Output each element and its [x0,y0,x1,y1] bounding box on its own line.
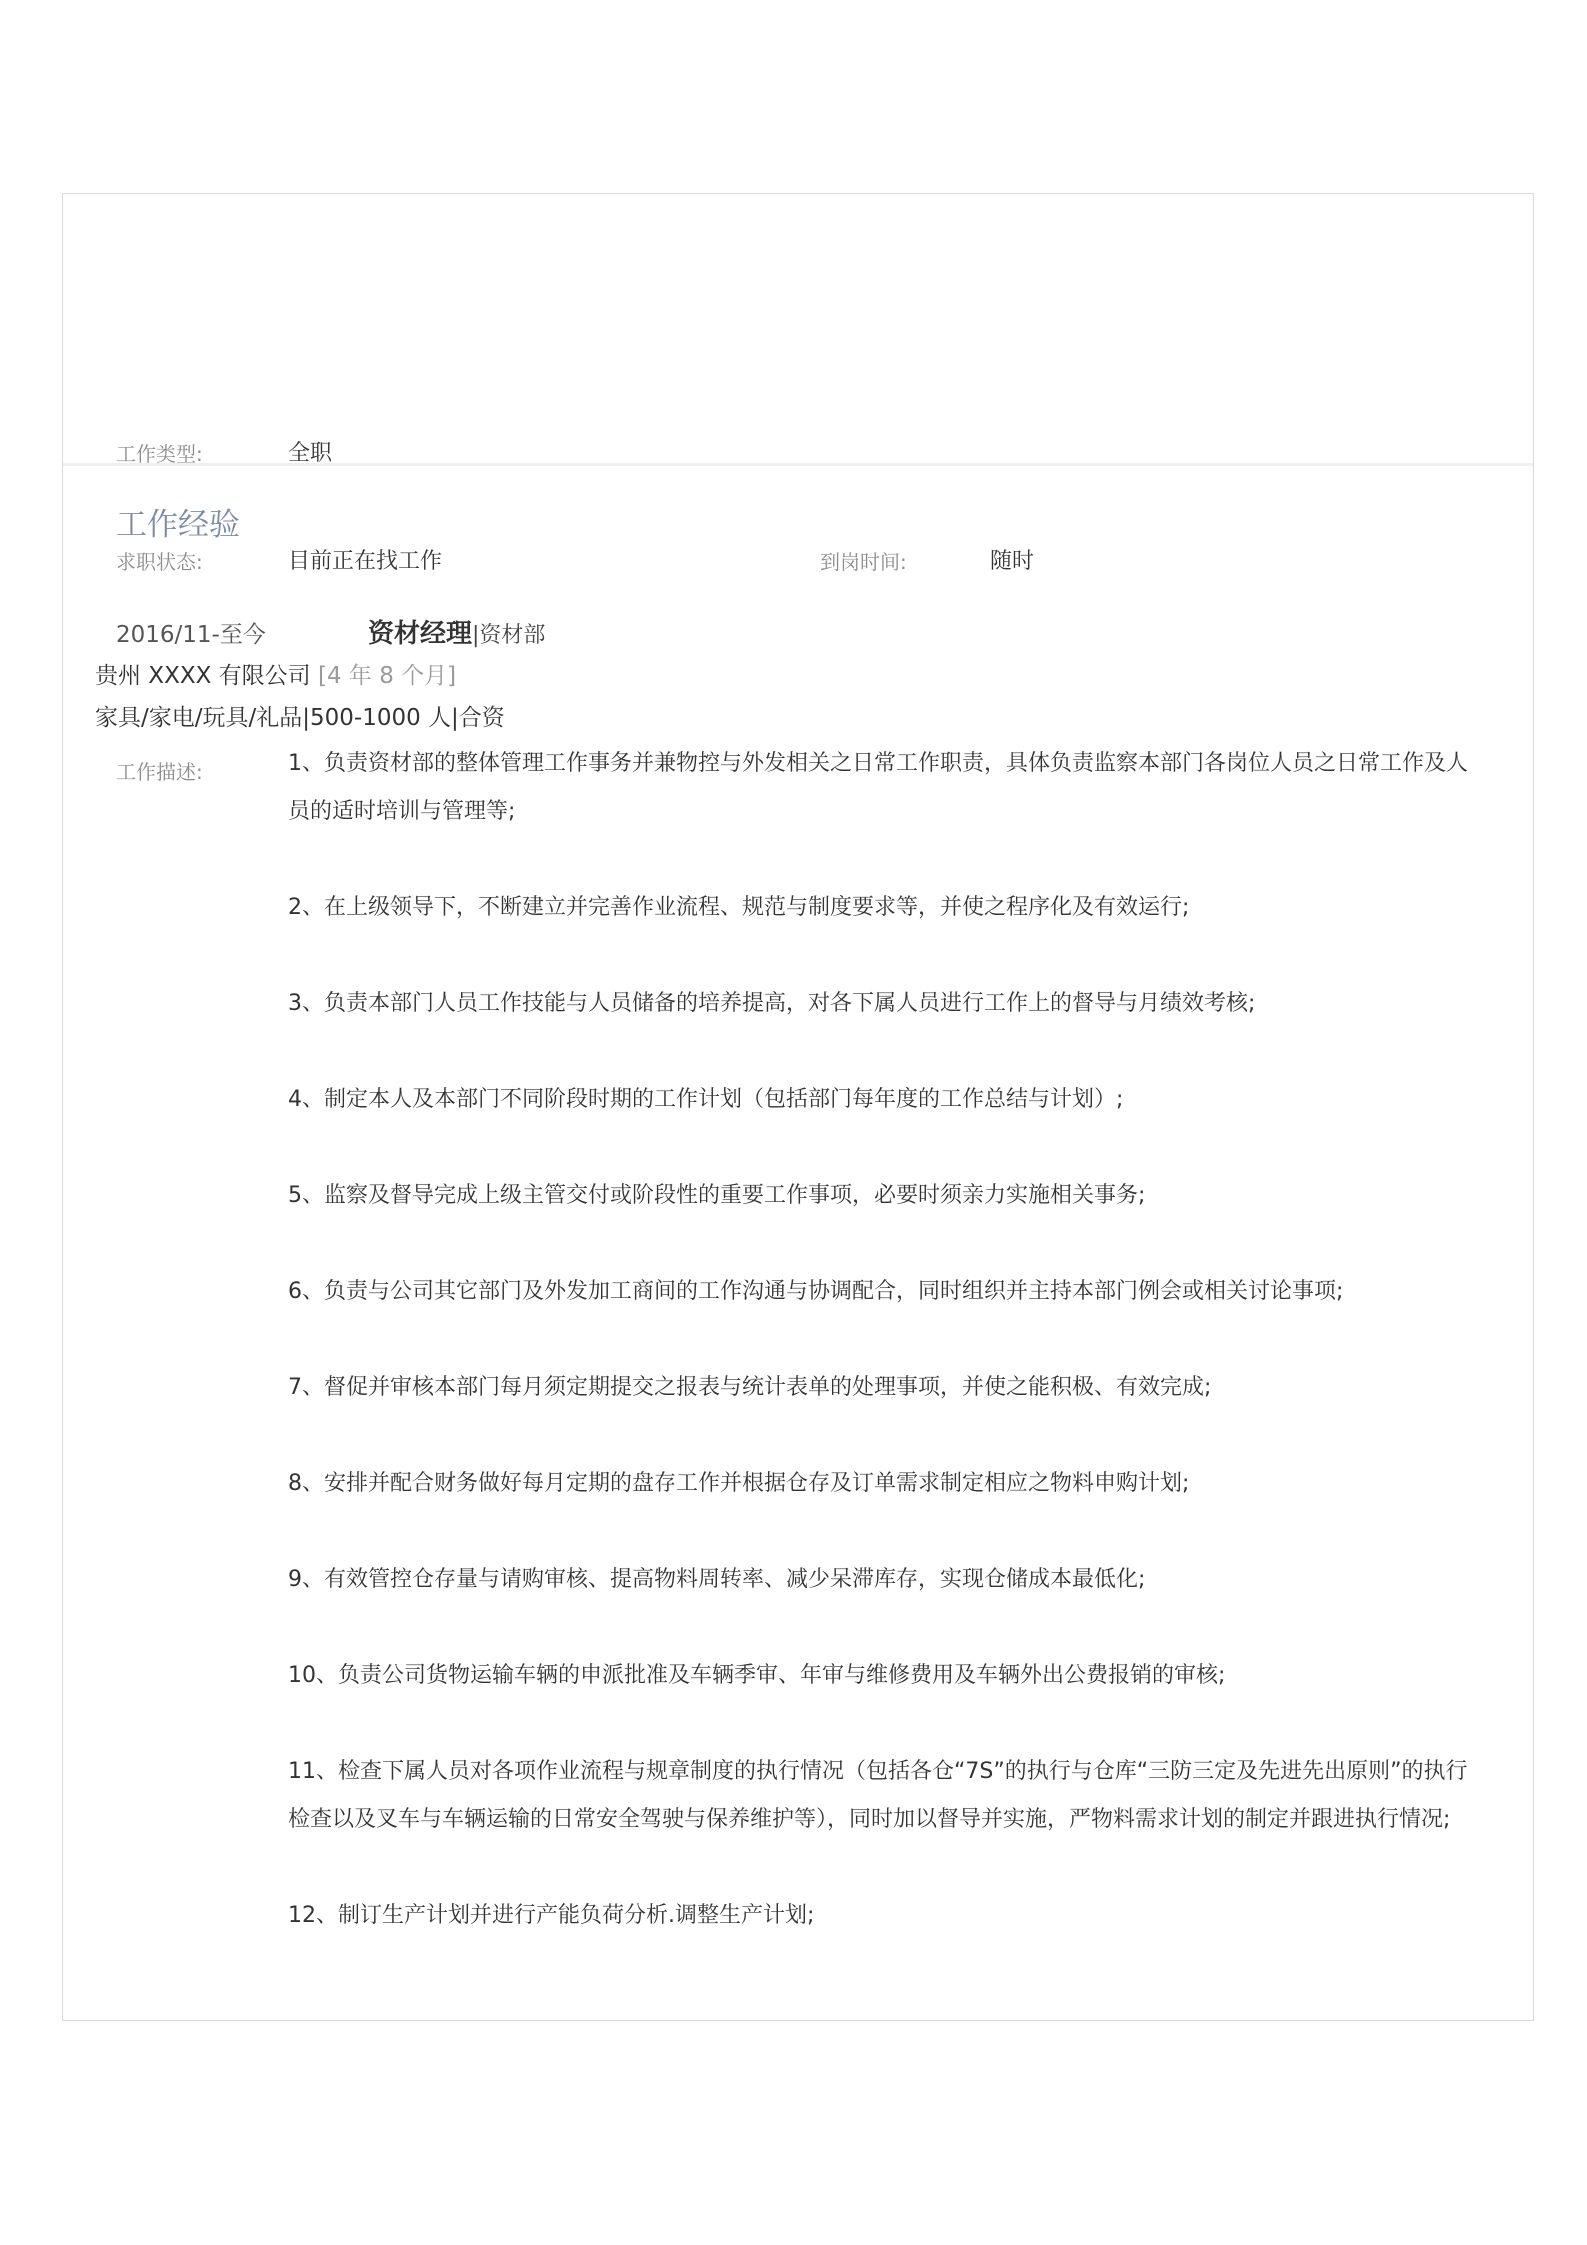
company-name: 贵州 XXXX 有限公司 [95,663,311,689]
description-item: 6、负责与公司其它部门及外发加工商间的工作沟通与协调配合，同时组织并主持本部门例会或相关讨论事项; [288,1279,1344,1304]
job-title: 资材经理 [368,619,473,649]
description-item: 10、负责公司货物运输车辆的申派批准及车辆季审、年审与维修费用及车辆外出公费报销的审核; [288,1663,1226,1688]
description-item: 4、制定本人及本部门不同阶段时期的工作计划（包括部门每年度的工作总结与计划）; [288,1087,1124,1112]
job-status-value: 目前正在找工作 [288,549,443,574]
job-status-label: 求职状态: [116,550,203,574]
employment-duration: [4 年 8 个月] [317,663,457,689]
description-item: 9、有效管控仓存量与请购审核、提高物料周转率、减少呆滞库存，实现仓储成本最低化; [288,1567,1146,1592]
description-item: 11、检查下属人员对各项作业流程与规章制度的执行情况（包括各仓“7S”的执行与仓库“三防三定及先进先出原则”的执行检查以及叉车与车辆运输的日常安全驾驶与保养维护等），同时加以督导并实施，严物料需求计划的制定并跟进执行情况; [288,1759,1468,1832]
description-item: 7、督促并审核本部门每月须定期提交之报表与统计表单的处理事项，并使之能积极、有效完成; [288,1375,1212,1400]
job-heading [368,613,545,650]
description-label: 工作描述: [116,760,203,784]
description-item: 2、在上级领导下，不断建立并完善作业流程、规范与制度要求等，并使之程序化及有效运行; [288,895,1190,920]
company-line [95,657,456,690]
description-item: 12、制订生产计划并进行产能负荷分析.调整生产计划; [288,1903,815,1928]
description-item: 8、安排并配合财务做好每月定期的盘存工作并根据仓存及订单需求制定相应之物料申购计划; [288,1471,1190,1496]
section-title-work-experience: 工作经验 [116,507,240,543]
resume-card [62,193,1534,2021]
arrival-time-label: 到岗时间: [820,550,907,574]
arrival-time-value: 随时 [990,549,1035,574]
job-description [288,740,1488,1940]
description-item: 1、负责资材部的整体管理工作事务并兼物控与外发相关之日常工作职责，具体负责监察本部门各岗位人员之日常工作及人员的适时培训与管理等; [288,751,1469,824]
description-item: 3、负责本部门人员工作技能与人员储备的培养提高，对各下属人员进行工作上的督导与月绩效考核; [288,991,1256,1016]
job-department: |资材部 [472,623,546,648]
description-item: 5、监察及督导完成上级主管交付或阶段性的重要工作事项，必要时须亲力实施相关事务; [288,1183,1146,1208]
job-type-value: 全职 [288,441,333,466]
company-industry-info: 家具/家电/玩具/礼品|500-1000 人|合资 [95,705,505,731]
experience-date-range: 2016/11-至今 [116,622,266,648]
section-divider [63,463,1533,466]
job-type-label: 工作类型: [116,442,203,466]
